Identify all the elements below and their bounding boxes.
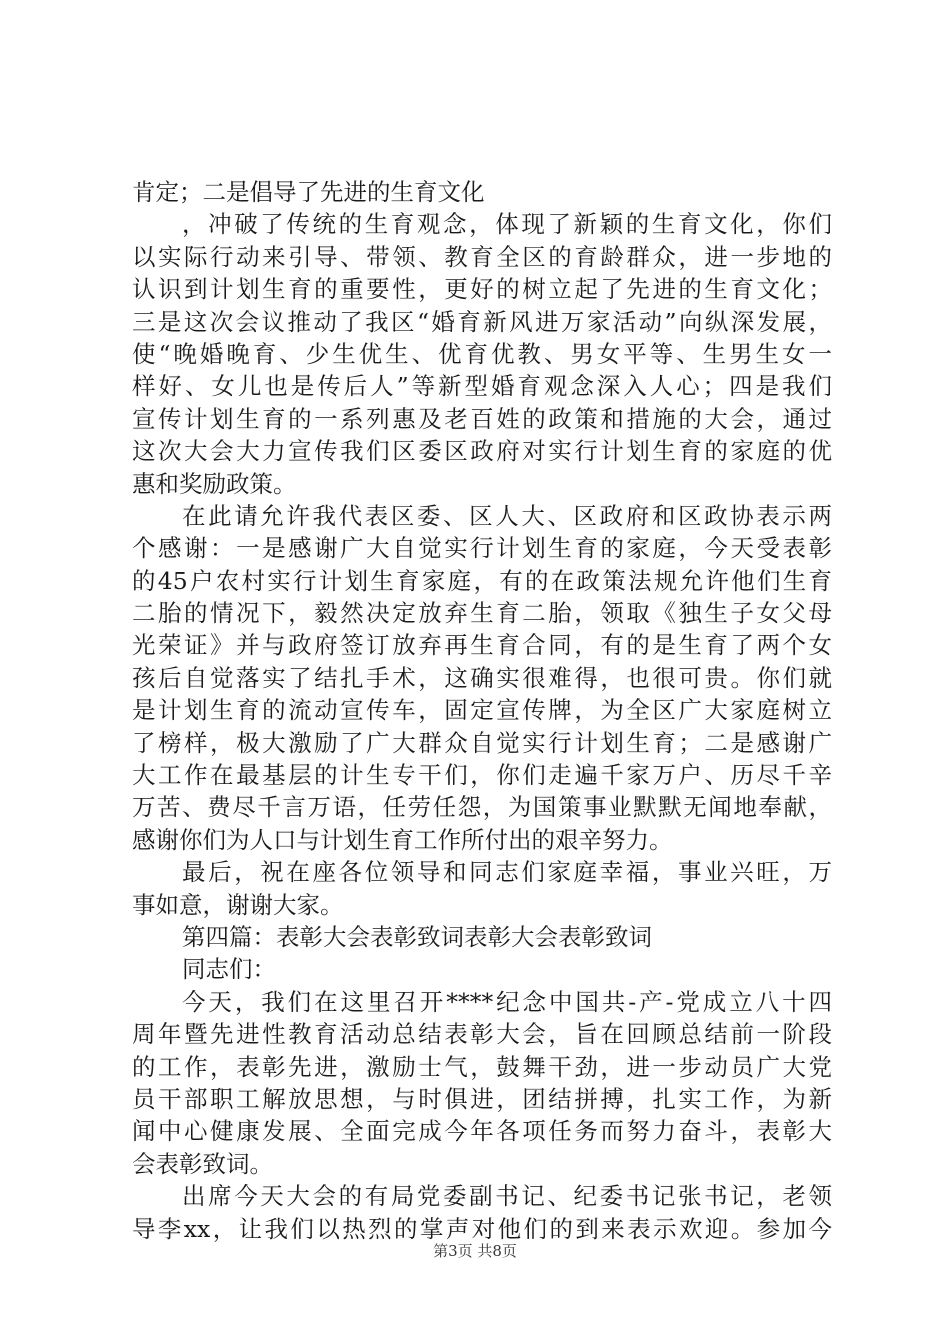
text-line: 个感谢：一是感谢广大自觉实行计划生育的家庭，今天受表彰 bbox=[132, 534, 832, 563]
text-line: 是计划生育的流动宣传车，固定宣传牌，为全区广大家庭树立 bbox=[132, 696, 832, 725]
text-line: 以实际行动来引导、带领、教育全区的育龄群众，进一步地的 bbox=[132, 242, 832, 271]
page-footer: 第3页 共8页 bbox=[433, 1242, 517, 1260]
text-line: 宣传计划生育的一系列惠及老百姓的政策和措施的大会，通过 bbox=[132, 404, 832, 433]
text-line: 孩后自觉落实了结扎手术，这确实很难得，也很可贵。你们就 bbox=[132, 663, 832, 692]
text-line: 光荣证》并与政府签订放弃再生育合同，有的是生育了两个女 bbox=[132, 631, 832, 660]
text-line: 最后，祝在座各位领导和同志们家庭幸福，事业兴旺，万 bbox=[182, 858, 832, 887]
text-line: 样好、女儿也是传后人”等新型婚育观念深入人心；四是我们 bbox=[132, 372, 832, 401]
text-line: 了榜样，极大激励了广大群众自觉实行计划生育；二是感谢广 bbox=[132, 728, 832, 757]
text-line: 三是这次会议推动了我区“婚育新风进万家活动”向纵深发展， bbox=[132, 307, 832, 336]
text-line: 闻中心健康发展、全面完成今年各项任务而努力奋斗，表彰大 bbox=[132, 1117, 832, 1146]
text-line: 万苦、费尽千言万语，任劳任怨，为国策事业默默无闻地奉献， bbox=[132, 793, 832, 822]
text-line: 会表彰致词。 bbox=[132, 1149, 273, 1178]
text-line: 今天，我们在这里召开****纪念中国共-产-党成立八十四 bbox=[182, 987, 832, 1016]
text-line: 这次大会大力宣传我们区委区政府对实行计划生育的家庭的优 bbox=[132, 437, 832, 466]
text-line: 的45户农村实行计划生育家庭，有的在政策法规允许他们生育 bbox=[132, 566, 832, 595]
text-line: 肯定；二是倡导了先进的生育文化 bbox=[132, 178, 485, 206]
text-line: 导李xx，让我们以热烈的掌声对他们的到来表示欢迎。参加今 bbox=[132, 1214, 832, 1243]
text-line: 出席今天大会的有局党委副书记、纪委书记张书记，老领 bbox=[182, 1182, 832, 1211]
text-line: 员干部职工解放思想，与时俱进，团结拼搏，扎实工作，为新 bbox=[132, 1084, 832, 1113]
document-body bbox=[132, 176, 832, 1245]
text-line: 二胎的情况下，毅然决定放弃生育二胎，领取《独生子女父母 bbox=[132, 599, 832, 628]
text-line: ，冲破了传统的生育观念，体现了新颖的生育文化，你们 bbox=[182, 210, 832, 239]
text-line: 事如意，谢谢大家。 bbox=[132, 890, 344, 919]
text-line: 大工作在最基层的计生专干们，你们走遍千家万户、历尽千辛 bbox=[132, 761, 832, 790]
text-line: 同志们： bbox=[182, 955, 276, 984]
text-line: 感谢你们为人口与计划生育工作所付出的艰辛努力。 bbox=[132, 825, 673, 854]
text-line: 在此请允许我代表区委、区人大、区政府和区政协表示两 bbox=[182, 501, 832, 530]
text-line: 的工作，表彰先进，激励士气，鼓舞干劲，进一步动员广大党 bbox=[132, 1052, 832, 1081]
text-line: 认识到计划生育的重要性，更好的树立起了先进的生育文化； bbox=[132, 275, 832, 304]
text-line: 使“晚婚晚育、少生优生、优育优教、男女平等、生男生女一 bbox=[132, 339, 832, 368]
text-line: 惠和奖励政策。 bbox=[132, 469, 297, 498]
text-line: 第四篇：表彰大会表彰致词表彰大会表彰致词 bbox=[182, 922, 652, 951]
text-line: 周年暨先进性教育活动总结表彰大会，旨在回顾总结前一阶段 bbox=[132, 1020, 832, 1049]
